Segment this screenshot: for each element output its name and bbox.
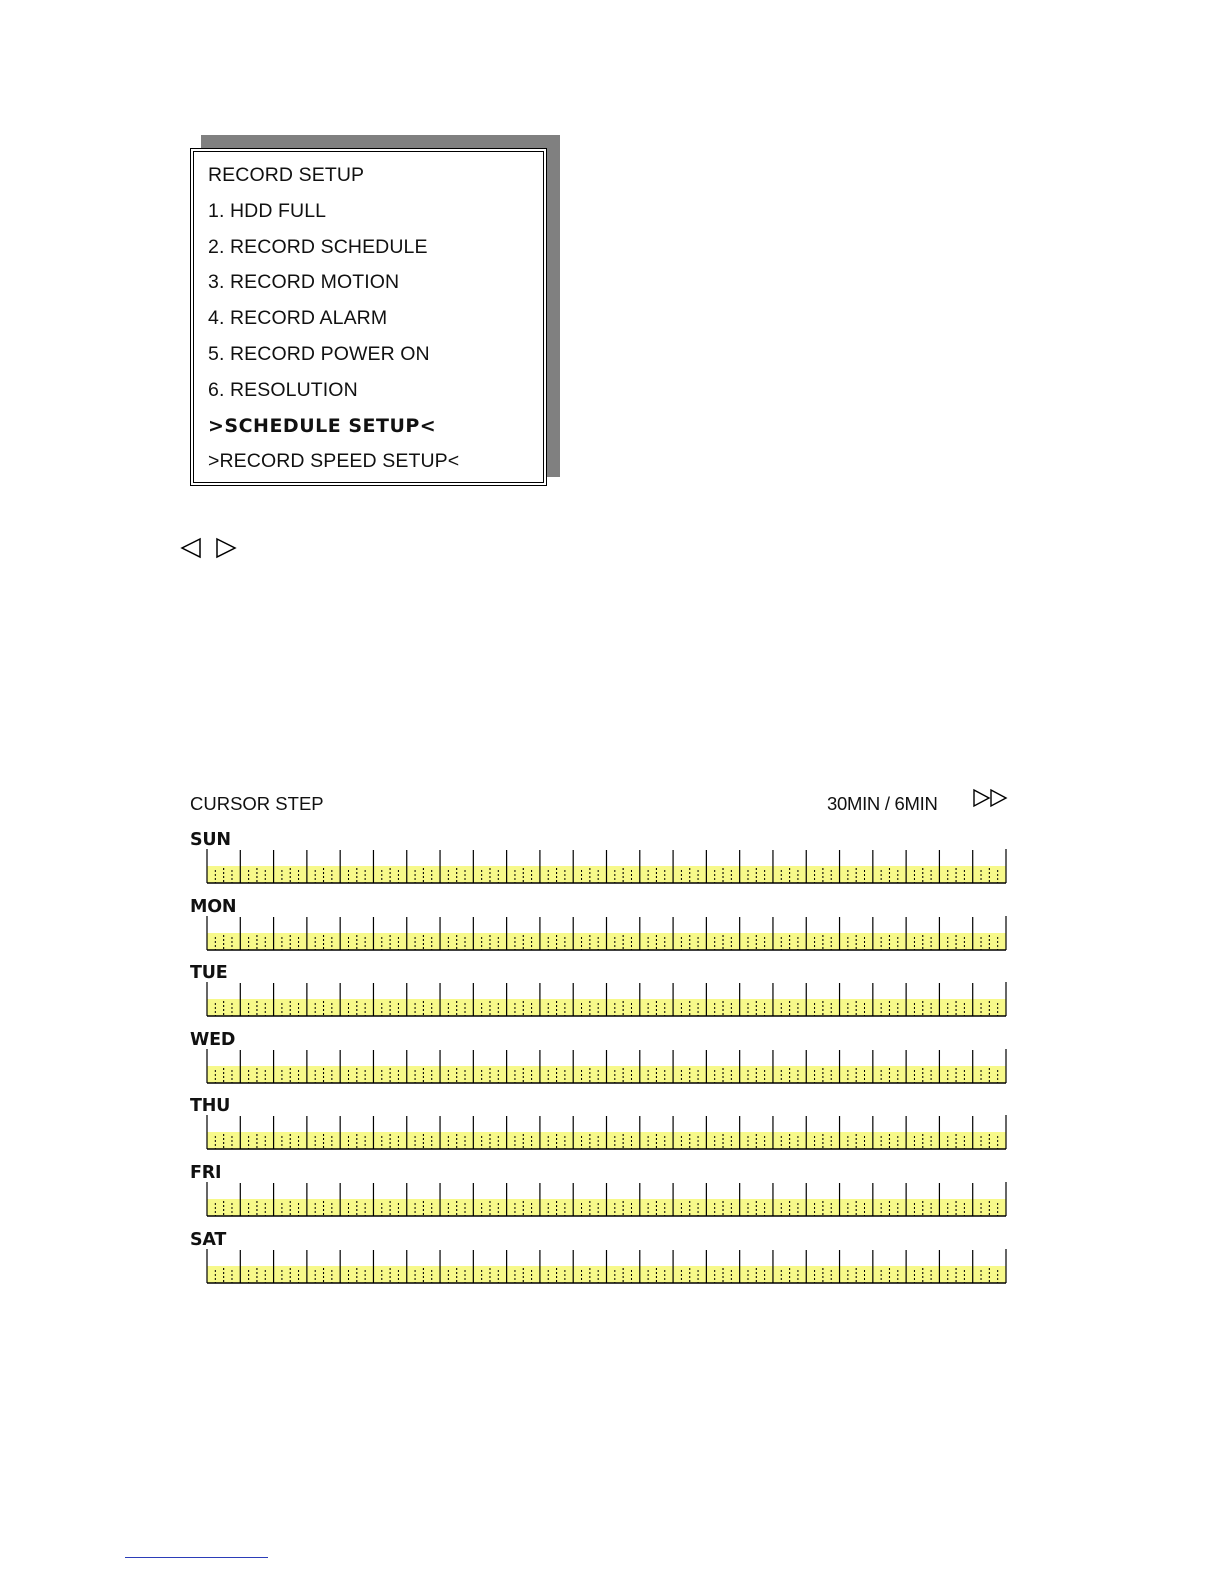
- day-label: THU: [190, 1096, 231, 1117]
- day-row-mon: [190, 897, 1020, 963]
- cursor-step-value[interactable]: 30MIN / 6MIN: [827, 793, 938, 814]
- timeline-fri[interactable]: [206, 1182, 1008, 1218]
- timeline-tue[interactable]: [206, 982, 1008, 1018]
- schedule-panel: [190, 785, 1020, 1305]
- day-label: WED: [190, 1029, 236, 1050]
- menu-item-record-schedule[interactable]: 2. RECORD SCHEDULE: [208, 235, 428, 258]
- day-row-wed: [190, 1030, 1020, 1096]
- timeline-thu[interactable]: [206, 1115, 1008, 1151]
- triangle-left-icon[interactable]: [180, 537, 202, 559]
- timeline-sun[interactable]: [206, 849, 1008, 885]
- timeline-mon[interactable]: [206, 916, 1008, 952]
- timeline-sat[interactable]: [206, 1249, 1008, 1285]
- day-label: FRI: [190, 1163, 222, 1183]
- menu-item-record-alarm[interactable]: 4. RECORD ALARM: [208, 307, 388, 330]
- nav-arrows: [180, 537, 242, 561]
- footnote-rule: [125, 1557, 268, 1558]
- day-row-tue: [190, 963, 1020, 1029]
- triangle-right-icon[interactable]: [215, 537, 237, 559]
- cursor-step-label: CURSOR STEP: [190, 793, 324, 814]
- menu-item-schedule-setup[interactable]: >SCHEDULE SETUP<: [208, 414, 437, 437]
- record-setup-menu: [190, 148, 547, 486]
- menu-item-resolution[interactable]: 6. RESOLUTION: [208, 378, 358, 401]
- menu-item-hdd-full[interactable]: 1. HDD FULL: [208, 199, 327, 222]
- fast-forward-icon[interactable]: [972, 787, 1010, 809]
- day-label: SUN: [190, 830, 231, 850]
- menu-item-record-speed-setup[interactable]: >RECORD SPEED SETUP<: [208, 450, 460, 473]
- day-row-sat: [190, 1230, 1020, 1296]
- day-row-thu: [190, 1096, 1020, 1162]
- day-label: MON: [190, 896, 237, 917]
- menu-title: RECORD SETUP: [208, 164, 365, 186]
- day-row-sun: [190, 830, 1020, 896]
- menu-list: [208, 158, 459, 480]
- timeline-wed[interactable]: [206, 1049, 1008, 1085]
- menu-item-record-motion[interactable]: 3. RECORD MOTION: [208, 271, 400, 294]
- day-label: SAT: [190, 1229, 227, 1250]
- menu-item-record-power-on[interactable]: 5. RECORD POWER ON: [208, 342, 430, 365]
- day-row-fri: [190, 1163, 1020, 1229]
- day-label: TUE: [190, 963, 228, 984]
